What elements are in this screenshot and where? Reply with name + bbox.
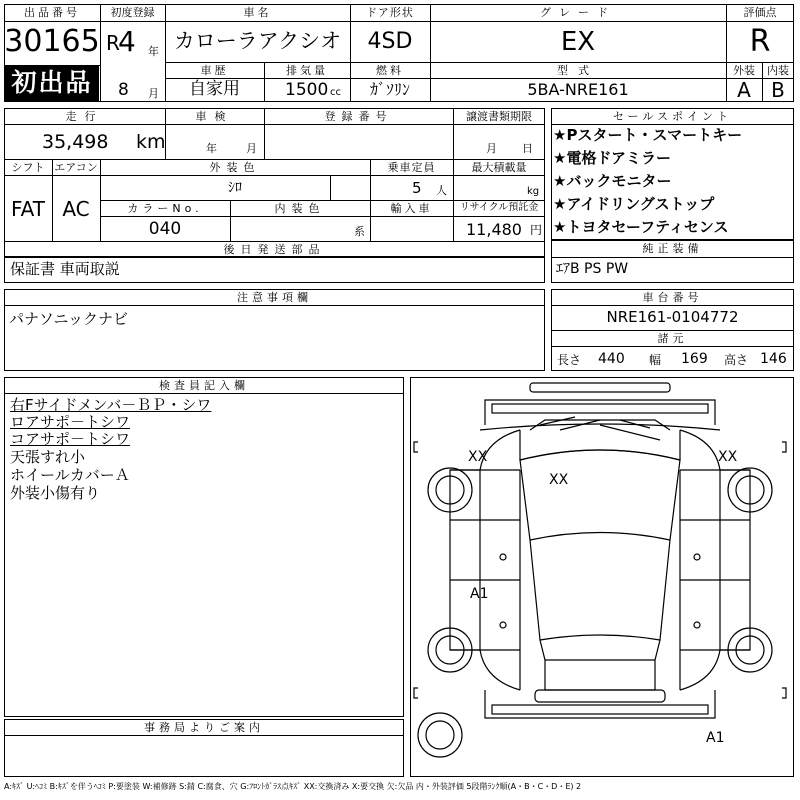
color-number-label: カラーNo.: [127, 202, 203, 215]
inspector-line: ロアサポ－トシワ: [10, 413, 131, 431]
ac: AC: [62, 197, 90, 221]
mileage: 35,498: [42, 131, 109, 153]
interior-label: 内装: [767, 64, 789, 77]
capacity-label: 乗車定員: [387, 161, 436, 174]
later-parts-label: 後日発送部品: [223, 243, 326, 256]
exterior-color: ｼﾛ: [228, 180, 242, 196]
height: 146: [760, 351, 787, 367]
interior-grade: B: [771, 78, 785, 102]
chassis-number: NRE161-0104772: [606, 308, 739, 326]
inspection-label: 車検: [195, 110, 234, 123]
ac-label: エアコン: [54, 161, 98, 174]
reg-year: 4: [118, 25, 136, 58]
damage-mark: A1: [706, 730, 725, 746]
sales-point: ★Pスタート・スマートキー: [553, 126, 743, 144]
fuel: ｶﾞｿﾘﾝ: [369, 80, 410, 99]
rating: R: [749, 24, 771, 59]
transfer-month-unit: 月: [486, 142, 497, 155]
import-label: 輸入車: [390, 202, 433, 215]
history: 自家用: [189, 79, 240, 99]
shift-label: シフト: [11, 161, 45, 174]
capacity-unit: 人: [436, 184, 447, 197]
recycle-fee: 11,480: [466, 220, 522, 239]
shift: FAT: [10, 197, 45, 221]
lot-number: 30165: [4, 24, 100, 59]
car-name-label: 車名: [243, 6, 272, 19]
notes-value: パナソニックナビ: [9, 310, 128, 328]
office-label: 事務局よりご案内: [144, 721, 264, 734]
mileage-unit: km: [136, 131, 166, 153]
equipment-label: 純正装備: [642, 242, 703, 255]
sales-point: ★電格ドアミラー: [553, 149, 671, 167]
displacement: 1500: [285, 80, 329, 100]
width: 169: [681, 351, 708, 367]
recycle-unit: 円: [530, 223, 543, 237]
rating-label: 評価点: [743, 6, 777, 19]
length-label: 長さ: [557, 353, 582, 367]
displacement-unit: cc: [330, 87, 341, 98]
inspector-label: 検査員記入欄: [159, 379, 249, 392]
inspector-line: コアサポ－トシワ: [10, 430, 131, 448]
model: 5BA-NRE161: [527, 80, 629, 99]
exterior-grade: A: [737, 78, 751, 102]
exterior-label: 外装: [733, 64, 755, 77]
inspector-line: 天張すれ小: [10, 448, 86, 466]
car-name: カローラアクシオ: [173, 29, 342, 53]
recycle-label: リサイクル預託金: [459, 202, 539, 213]
registration-label: 登録番号: [324, 110, 393, 123]
color-number: 040: [148, 219, 182, 239]
interior-color-unit: 系: [354, 225, 365, 238]
max-load-label: 最大積載量: [471, 161, 527, 174]
notes-label: 注意事項欄: [237, 291, 312, 304]
door: 4SD: [367, 29, 413, 54]
car-diagram-panel: [410, 377, 794, 777]
chassis-label: 車台番号: [642, 291, 703, 304]
inspector-line: 右Fサイドメンバ－ＢＰ・シワ: [10, 396, 212, 414]
door-label: ドア形状: [366, 6, 414, 19]
sales-point: ★バックモニター: [553, 172, 672, 190]
damage-mark: XX: [468, 449, 488, 465]
reg-month: 8: [118, 80, 129, 100]
mileage-label: 走行: [65, 110, 104, 123]
inspection-month-unit: 月: [246, 142, 257, 155]
dimensions-label: 諸元: [657, 332, 688, 345]
sales-point: ★アイドリングストップ: [553, 195, 715, 213]
inspector-line: 外装小傷有り: [10, 484, 101, 502]
reg-month-unit: 月: [148, 87, 159, 100]
sales-point: ★トヨタセーフティセンス: [553, 218, 729, 236]
grade-label: グレード: [540, 6, 616, 19]
inspector-line: ホイールカバーＡ: [10, 466, 130, 484]
displacement-label: 排気量: [286, 64, 328, 77]
exterior-color-label: 外装色: [209, 161, 261, 174]
damage-mark: A1: [470, 586, 489, 602]
legend: A:ｷｽﾞ U:ﾍｺﾐ B:ｷｽﾞを伴うﾍｺﾐ P:要塗装 W:補修跡 S:錆 C:腐食、穴 G:ﾌﾛﾝﾄｶﾞﾗｽ点ｷｽﾞ XX:交換済み X:要交換 欠:欠品 内・外装評価 5段階ﾗﾝｸ順(A・B・C・D・E) 2: [4, 782, 582, 791]
first-registration-label: 初度登録: [110, 6, 155, 19]
history-label: 車歴: [200, 64, 229, 77]
inspection-year-unit: 年: [206, 142, 217, 155]
era: R: [106, 31, 120, 55]
capacity: 5: [412, 179, 422, 197]
transfer-day-unit: 日: [522, 142, 533, 155]
sales-points-label: セールスポイント: [612, 110, 732, 123]
first-listing-text: 初出品: [11, 68, 93, 97]
damage-mark: XX: [718, 449, 738, 465]
lot-number-label: 出品番号: [24, 6, 80, 19]
max-load-unit: kg: [527, 186, 540, 197]
width-label: 幅: [649, 353, 662, 367]
interior-color-label: 内装色: [274, 202, 326, 215]
damage-mark: XX: [549, 472, 569, 488]
length: 440: [598, 351, 625, 367]
fuel-label: 燃料: [376, 64, 404, 77]
later-parts: 保証書 車両取説: [10, 260, 120, 278]
equipment-value: ｴｱB PS PW: [556, 261, 629, 277]
grade: EX: [560, 27, 596, 57]
reg-year-unit: 年: [148, 45, 159, 58]
transfer-deadline-label: 譲渡書類期限: [466, 110, 532, 123]
model-label: 型式: [557, 64, 599, 77]
height-label: 高さ: [724, 353, 749, 367]
